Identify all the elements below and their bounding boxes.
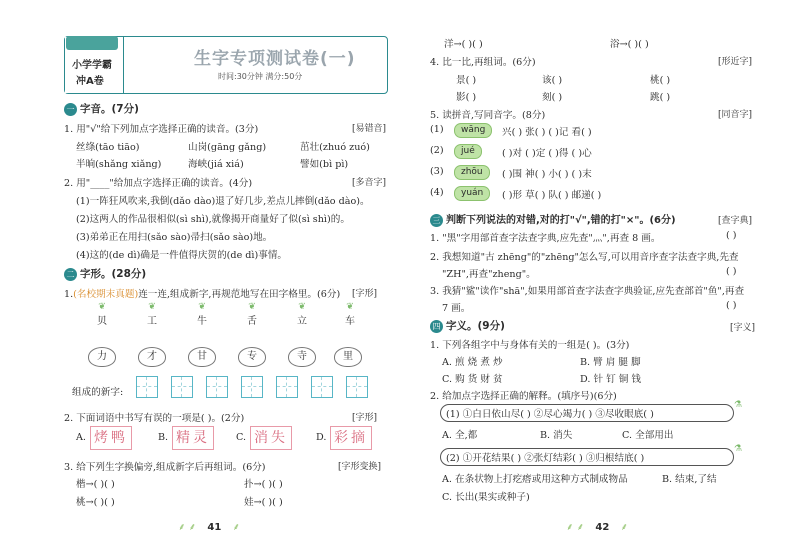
q1-text: 1. 用"√"给下列加点字选择正确的读音。(3分) bbox=[64, 124, 259, 135]
leaf-icon: ❦ bbox=[98, 302, 106, 312]
s4-option: A. 煎 烧 煮 炒 bbox=[442, 357, 503, 368]
leaf-icon: ❦ bbox=[298, 302, 306, 312]
grid-cell[interactable] bbox=[206, 376, 228, 398]
pinyin-row-no: (2) bbox=[430, 145, 444, 156]
top-char: 车 bbox=[345, 316, 355, 327]
section-3-heading bbox=[430, 211, 676, 227]
grid-cell[interactable] bbox=[171, 376, 193, 398]
pinyin-row-blanks: ( )围 神( ) 小( ) ( )末 bbox=[502, 169, 592, 180]
option-word: 消失 bbox=[250, 426, 292, 450]
option-letter[interactable]: B. bbox=[158, 432, 169, 443]
r-q4-item: 该( ) bbox=[542, 75, 563, 86]
bottom-char-card[interactable]: 甘 bbox=[188, 347, 216, 367]
q3-prefix: 1. bbox=[64, 289, 74, 300]
r-q4-item: 影( ) bbox=[456, 92, 477, 103]
section-title: 字形。(28分) bbox=[80, 268, 147, 280]
section-2-heading bbox=[64, 266, 146, 281]
leaf-icon: ❦ bbox=[248, 302, 256, 312]
top-char: 工 bbox=[147, 316, 157, 327]
right-page bbox=[400, 0, 800, 549]
pinyin-row-no: (4) bbox=[430, 187, 444, 198]
judge-3a: 3. 我猜"鲨"读作"shā",如果用部首查字法查字典验证,应先查部首"鱼",再查 bbox=[430, 286, 745, 297]
top-char: 牛 bbox=[197, 316, 207, 327]
series-logo bbox=[66, 36, 118, 50]
r-q5-text: 5. 读拼音,写同音字。(8分) bbox=[430, 110, 546, 121]
r-q4-item: 刻( ) bbox=[542, 92, 563, 103]
page-number: 41 bbox=[207, 522, 222, 533]
q1-item: 丝绦(tāo tiāo) bbox=[76, 142, 140, 153]
g1-option: A. 全,都 bbox=[442, 430, 478, 441]
top-char-card[interactable] bbox=[338, 302, 362, 327]
top-char-card[interactable] bbox=[140, 302, 164, 327]
top-char-card[interactable] bbox=[240, 302, 264, 327]
q1-tag: [易错音] bbox=[352, 124, 387, 134]
s4-q1: 1. 下列各组字中与身体有关的一组是( )。(3分) bbox=[430, 340, 630, 351]
q2-text: 2. 用"____"给加点字选择正确的读音。(4分) bbox=[64, 178, 253, 189]
s4-option: D. 针 钉 铜 钱 bbox=[580, 374, 641, 385]
option-word: 烤鸭 bbox=[90, 426, 132, 450]
section-1-heading bbox=[64, 101, 139, 116]
option-word: 彩摘 bbox=[330, 426, 372, 450]
q1-item: 茁壮(zhuó zuó) bbox=[300, 142, 370, 153]
grid-cell[interactable] bbox=[136, 376, 158, 398]
q1-item: 譬如(bì pì) bbox=[300, 159, 349, 170]
g1-option: B. 消失 bbox=[540, 430, 573, 441]
grid-cell[interactable] bbox=[311, 376, 333, 398]
q2-line: (4)这的(de dì)确是一件值得庆贺的(de dì)事情。 bbox=[76, 250, 288, 261]
s4-q2: 2. 给加点字选择正确的解释。(填序号)(6分) bbox=[430, 391, 617, 402]
grid-cell[interactable] bbox=[276, 376, 298, 398]
bottom-char-card[interactable]: 才 bbox=[138, 347, 166, 367]
exam-info: 时间:30分钟 满分:50分 bbox=[218, 72, 303, 81]
top-char-card[interactable] bbox=[90, 302, 114, 327]
grid-cell[interactable] bbox=[346, 376, 368, 398]
top-item: 洋→( )( ) bbox=[444, 39, 483, 50]
section-badge: 四 bbox=[430, 320, 443, 333]
pinyin-pill: jué bbox=[454, 144, 482, 159]
pinyin-pill: wāng bbox=[454, 123, 492, 138]
section-badge: 一 bbox=[64, 103, 77, 116]
judge-paren: ( ) bbox=[726, 266, 737, 277]
q3-text bbox=[64, 286, 340, 300]
q1-item: 半晌(shǎng xiǎng) bbox=[76, 159, 162, 170]
r-q4-tag: [形近字] bbox=[718, 57, 753, 67]
bottom-char-card[interactable]: 寺 bbox=[288, 347, 316, 367]
tube-icon: ⚗ bbox=[734, 400, 743, 410]
series-sub: 冲A卷 bbox=[76, 76, 104, 87]
option-letter[interactable]: C. bbox=[236, 432, 247, 443]
bottom-char-card[interactable]: 专 bbox=[238, 347, 266, 367]
r-q4-item: 跳( ) bbox=[650, 92, 671, 103]
q4-text: 2. 下面词语中书写有误的一项是( )。(2分) bbox=[64, 413, 245, 424]
top-item: 浴→( )( ) bbox=[610, 39, 649, 50]
q5-text: 3. 给下列生字换偏旁,组成新字后再组词。(6分) bbox=[64, 462, 266, 473]
judge-1: 1. "黑"字用部首查字法查字典,应先查"灬",再查 8 画。 bbox=[430, 233, 661, 244]
top-char-card[interactable] bbox=[290, 302, 314, 327]
bottom-char-card[interactable]: 力 bbox=[88, 347, 116, 367]
g2-option: A. 在条状物上打疙瘩或用这种方式制成物品 bbox=[442, 474, 628, 485]
r-q4-item: 桃( ) bbox=[650, 75, 671, 86]
q2-line: (3)弟弟正在用扫(sǎo sào)帚扫(sǎo sào)地。 bbox=[76, 232, 273, 243]
bottom-char-card[interactable]: 里 bbox=[334, 347, 362, 367]
q5-item: 楷→( )( ) bbox=[76, 479, 115, 490]
q3-body: 连一连,组成新字,再规范地写在田字格里。(6分) bbox=[138, 289, 341, 300]
q1-item: 海峡(jiá xiá) bbox=[188, 159, 244, 170]
page-title: 生字专项测试卷(一) bbox=[194, 49, 356, 69]
q1-item: 山岗(gāng gǎng) bbox=[188, 142, 267, 153]
pinyin-row-no: (3) bbox=[430, 166, 444, 177]
page-footer bbox=[178, 519, 240, 533]
option-word: 精灵 bbox=[172, 426, 214, 450]
pinyin-pill: yuán bbox=[454, 186, 490, 201]
series-label: 小学学霸 bbox=[72, 60, 112, 71]
leaf-icon: ❦ bbox=[346, 302, 354, 312]
section-badge: 三 bbox=[430, 214, 443, 227]
sprout-icon: ⸙ ⸙ bbox=[566, 522, 585, 533]
q5-item: 娃→( )( ) bbox=[244, 497, 283, 508]
q2-line: (2)这两人的作品很相似(sì shì),就像揭开商量好了似(sì shì)的。 bbox=[76, 214, 350, 225]
new-word-label: 组成的新字: bbox=[72, 387, 124, 398]
r-q5-tag: [同音字] bbox=[718, 110, 753, 120]
top-char: 立 bbox=[297, 316, 307, 327]
q4-tag: [字形] bbox=[352, 413, 378, 423]
page-footer bbox=[566, 519, 628, 533]
g1-option: C. 全部用出 bbox=[622, 430, 674, 441]
tube-icon: ⚗ bbox=[734, 444, 743, 454]
r-q4-text: 4. 比一比,再组词。(6分) bbox=[430, 57, 536, 68]
section-title: 字义。(9分) bbox=[446, 320, 505, 332]
option-letter[interactable]: D. bbox=[316, 432, 327, 443]
judge-paren: ( ) bbox=[726, 230, 737, 241]
s4-option: C. 购 货 财 贫 bbox=[442, 374, 503, 385]
grid-cell[interactable] bbox=[241, 376, 263, 398]
group-2-text: (2) ①开花结果( ) ②张灯结彩( ) ③归根结底( ) bbox=[446, 453, 645, 464]
q3-tag: [字形] bbox=[352, 289, 378, 299]
pinyin-row-blanks: ( )对 ( )定 ( )得 ( )心 bbox=[502, 148, 592, 159]
section-4-heading bbox=[430, 318, 505, 333]
judge-paren: ( ) bbox=[726, 300, 737, 311]
top-char: 舌 bbox=[247, 316, 257, 327]
pinyin-row-no: (1) bbox=[430, 124, 444, 135]
pinyin-row-blanks: ( )形 草( ) 队( ) 邮递( ) bbox=[502, 190, 602, 201]
section-title: 判断下列说法的对错,对的打"√",错的打"×"。(6分) bbox=[446, 215, 676, 226]
judge-2b: "ZH",再查"zheng"。 bbox=[442, 269, 536, 280]
top-char-card[interactable] bbox=[190, 302, 214, 327]
group-1-text: (1) ①白日依山尽( ) ②尽心竭力( ) ③尽收眼底( ) bbox=[446, 409, 654, 420]
page-number: 42 bbox=[595, 522, 610, 533]
leaf-icon: ❦ bbox=[148, 302, 156, 312]
sprout-icon: ⸙ ⸙ bbox=[178, 522, 197, 533]
r-q4-item: 景( ) bbox=[456, 75, 477, 86]
option-letter[interactable]: A. bbox=[76, 432, 86, 443]
sprout-icon: ⸙ bbox=[232, 522, 240, 533]
pinyin-pill: zhōu bbox=[454, 165, 490, 180]
s3-tag: [查字典] bbox=[718, 216, 753, 226]
section-badge: 二 bbox=[64, 268, 77, 281]
q3-badge: (名校期末真题) bbox=[73, 289, 139, 300]
sprout-icon: ⸙ bbox=[620, 522, 628, 533]
top-char: 贝 bbox=[97, 316, 107, 327]
q5-item: 桃→( )( ) bbox=[76, 497, 115, 508]
q2-line: (1)一阵狂风吹来,我倒(dǎo dào)退了好几步,差点儿摔倒(dǎo dào)。 bbox=[76, 196, 370, 207]
leaf-icon: ❦ bbox=[198, 302, 206, 312]
q2-tag: [多音字] bbox=[352, 178, 387, 188]
judge-3b: 7 画。 bbox=[442, 303, 471, 314]
q5-item: 扑→( )( ) bbox=[244, 479, 283, 490]
g2-option: C. 长出(果实或种子) bbox=[442, 492, 530, 503]
section-title: 字音。(7分) bbox=[80, 103, 139, 115]
s4-tag: [字义] bbox=[730, 323, 756, 333]
g2-option: B. 结束,了结 bbox=[662, 474, 717, 485]
s4-option: B. 臂 肩 腿 脚 bbox=[580, 357, 641, 368]
q5-tag: [字形变换] bbox=[338, 462, 382, 472]
judge-2a: 2. 我想知道"古 zhēng"的"zhēng"怎么写,可以用音序查字法查字典,先查 bbox=[430, 252, 739, 263]
pinyin-row-blanks: 兴( ) 张( ) ( )记 看( ) bbox=[502, 127, 592, 138]
